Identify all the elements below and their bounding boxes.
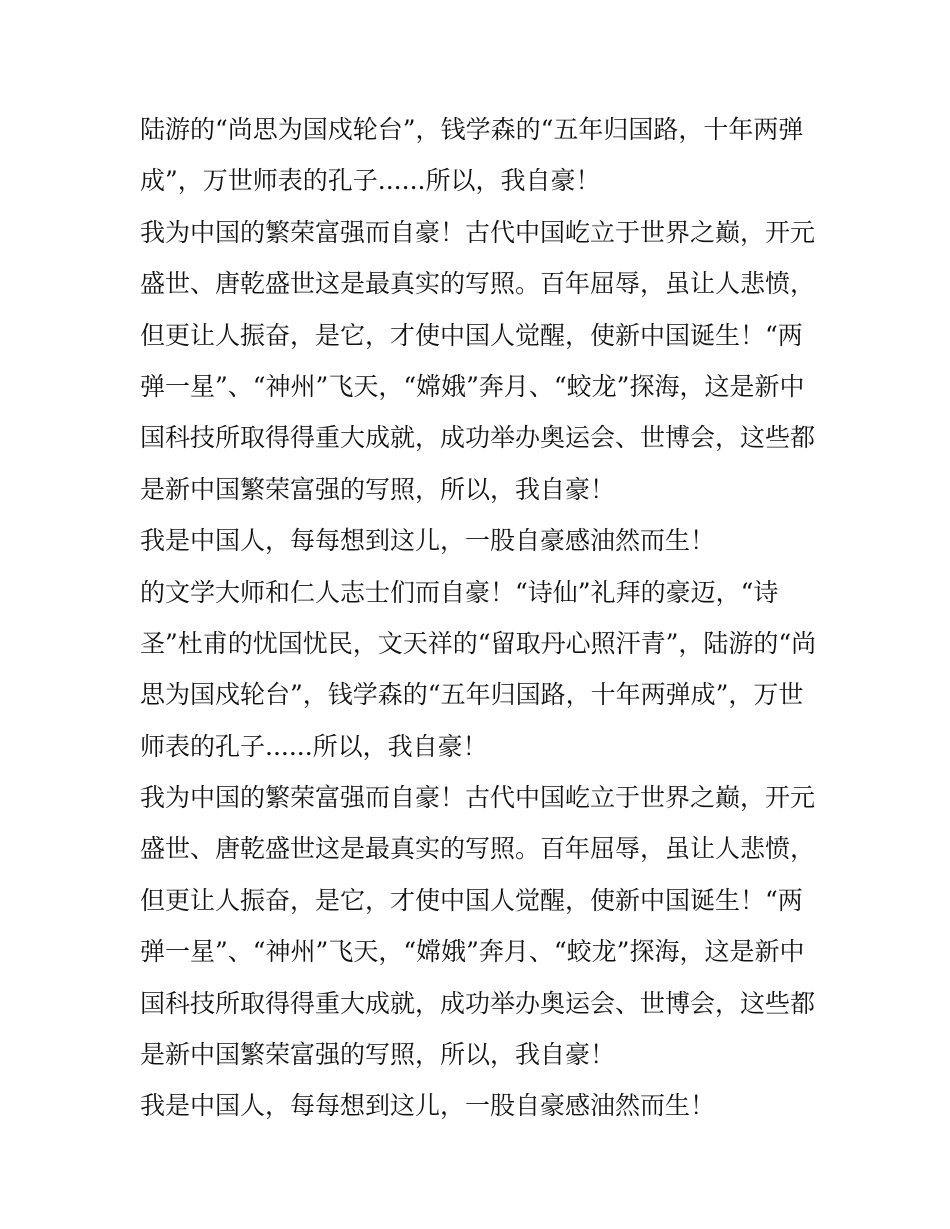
- text-line: 但更让人振奋，是它，才使中国人觉醒，使新中国诞生！“两: [140, 320, 803, 350]
- text-line: 我是中国人，每每想到这儿，一股自豪感油然而生！: [140, 526, 716, 556]
- text-line: 是新中国繁荣富强的写照，所以，我自豪！: [140, 474, 616, 504]
- text-line: 国科技所取得得重大成就，成功举办奥运会、世博会，这些都: [140, 988, 816, 1018]
- text-line: 我为中国的繁荣富强而自豪！古代中国屹立于世界之巅，开元: [140, 217, 816, 247]
- text-line: 圣”杜甫的忧国忧民，文天祥的“留取丹心照汗青”，陆游的“尚: [140, 628, 817, 658]
- text-line: 我为中国的繁荣富强而自豪！古代中国屹立于世界之巅，开元: [140, 783, 816, 813]
- text-line: 成”，万世师表的孔子......所以，我自豪！: [140, 166, 601, 196]
- text-line: 思为国戍轮台”，钱学森的“五年归国路，十年两弹成”，万世: [140, 680, 804, 710]
- text-line: 是新中国繁荣富强的写照，所以，我自豪！: [140, 1040, 616, 1070]
- text-line: 陆游的“尚思为国戍轮台”，钱学森的“五年归国路，十年两弹: [140, 115, 804, 144]
- text-line: 盛世、唐乾盛世这是最真实的写照。百年屈辱，虽让人悲愤，: [140, 269, 816, 299]
- text-line: 我是中国人，每每想到这儿，一股自豪感油然而生！: [140, 1091, 716, 1121]
- essay-text: [140, 104, 830, 1132]
- text-line: 师表的孔子......所以，我自豪！: [140, 731, 488, 761]
- text-line: 盛世、唐乾盛世这是最真实的写照。百年屈辱，虽让人悲愤，: [140, 834, 816, 864]
- text-line: 的文学大师和仁人志士们而自豪！“诗仙”礼拜的豪迈，“诗: [140, 577, 779, 607]
- text-line: 但更让人振奋，是它，才使中国人觉醒，使新中国诞生！“两: [140, 885, 803, 915]
- text-line: 弹一星”、“神州”飞天，“嫦娥”奔月、“蛟龙”探海，这是新中: [140, 371, 805, 401]
- text-line: 国科技所取得得重大成就，成功举办奥运会、世博会，这些都: [140, 423, 816, 453]
- text-line: 弹一星”、“神州”飞天，“嫦娥”奔月、“蛟龙”探海，这是新中: [140, 937, 805, 967]
